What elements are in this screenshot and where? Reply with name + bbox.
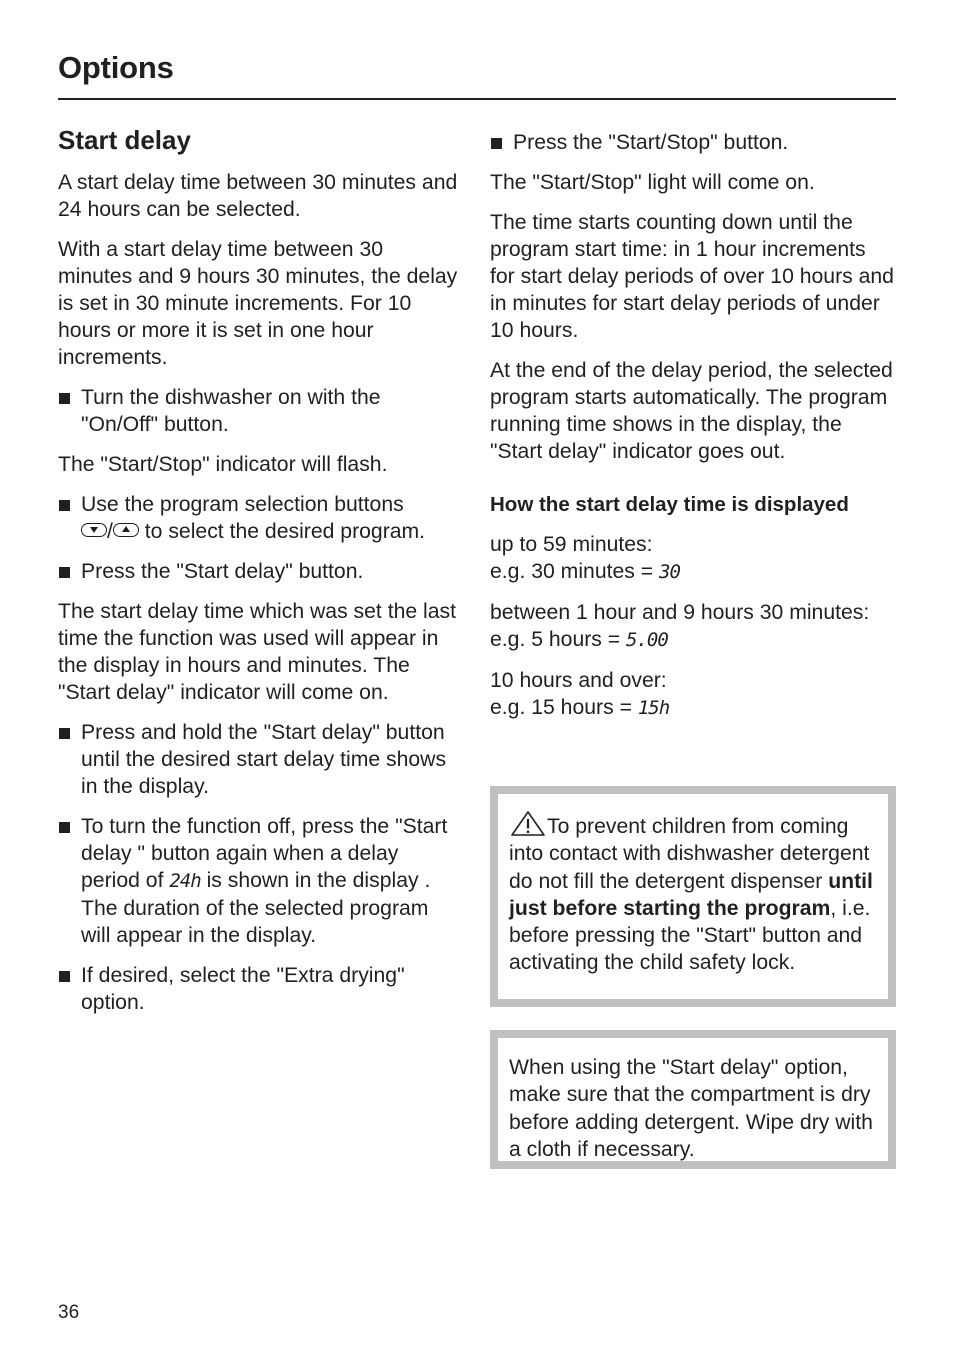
example-text: e.g. 5 hours = (490, 628, 621, 651)
title-divider (58, 98, 896, 100)
bullet-square-icon (59, 822, 70, 833)
step-text: To turn the function off, press the "Start delay " button again when a delay period of (81, 815, 448, 892)
display-readout: 15h (637, 697, 670, 719)
step-text-continued: to select the desired program. (144, 520, 426, 543)
step-press-start-delay (58, 558, 462, 585)
warning-text: To prevent children from coming into contact with dishwasher detergent do not fill the detergent dispenser (509, 815, 870, 893)
down-arrow-key-icon (81, 523, 107, 537)
display-readout: 24h (169, 870, 201, 892)
warning-emphasis: until just before starting the program (509, 869, 873, 920)
increments-paragraph: With a start delay time between 30 minutes and 9 hours 30 minutes, the delay is set in 30 minute increments. For 10 hours or more it is set in one hour increments. (58, 238, 458, 369)
bullet-square-icon (491, 138, 502, 149)
indicator-paragraph: The "Start/Stop" indicator will flash. (58, 453, 388, 476)
warning-triangle-icon (509, 810, 547, 837)
up-arrow-key-icon (113, 523, 139, 537)
example-label: 10 hours and over: (490, 669, 667, 692)
step-text: If desired, select the "Extra drying" option. (81, 964, 405, 1014)
end-of-delay-paragraph: At the end of the delay period, the selected program starts automatically. The program running time shows in the display, the "Start delay" indicator goes out. (490, 359, 893, 463)
note-box (490, 1030, 896, 1169)
bullet-square-icon (59, 728, 70, 739)
light-paragraph: The "Start/Stop" light will come on. (490, 171, 815, 194)
right-column (490, 129, 896, 735)
page-title: Options (58, 50, 174, 85)
bullet-square-icon (59, 971, 70, 982)
bullet-square-icon (59, 500, 70, 511)
last-time-paragraph: The start delay time which was set the last time the function was used will appear in the display in hours and minutes. The "Start delay" indicator will come on. (58, 600, 457, 704)
step-extra-drying (58, 962, 462, 1016)
section-title: Start delay (58, 125, 191, 155)
example-hours (490, 599, 896, 654)
display-readout: 5.00 (626, 629, 668, 651)
example-label: between 1 hour and 9 hours 30 minutes: (490, 601, 870, 624)
example-label: up to 59 minutes: (490, 533, 653, 556)
step-text: Press and hold the "Start delay" button until the desired start delay time shows in the display. (81, 721, 447, 798)
example-text: e.g. 15 hours = (490, 696, 632, 719)
bullet-square-icon (59, 393, 70, 404)
step-text: Press the "Start/Stop" button. (513, 131, 789, 154)
left-column (58, 124, 462, 1029)
step-text-continued: is shown in the display . (206, 869, 431, 892)
step-press-hold (58, 719, 462, 800)
warning-text-continued: , i.e. before pressing the "Start" button and activating the child safety lock. (509, 896, 871, 975)
display-readout: 30 (659, 561, 680, 583)
page-number: 36 (58, 1302, 80, 1323)
step-turn-off (58, 813, 462, 949)
step-press-start-stop (490, 129, 896, 156)
example-minutes (490, 531, 896, 586)
warning-box (490, 786, 896, 1007)
countdown-paragraph: The time starts counting down until the program start time: in 1 hour increments for start delay periods of over 10 hours and in minutes for start delay periods of under 10 hours. (490, 211, 894, 342)
display-subheading: How the start delay time is displayed (490, 493, 849, 516)
step-text: Use the program selection buttons (81, 493, 404, 516)
example-text: e.g. 30 minutes = (490, 560, 654, 583)
step-text: Press the "Start delay" button. (81, 560, 364, 583)
step-text-line2: The duration of the selected program will appear in the display. (81, 897, 429, 947)
step-text: Turn the dishwasher on with the "On/Off" button. (81, 386, 381, 436)
intro-paragraph: A start delay time between 30 minutes and 24 hours can be selected. (58, 171, 458, 221)
bullet-square-icon (59, 567, 70, 578)
example-over-10-hours (490, 667, 896, 722)
step-select-program: Use the program selection buttons / to select the desired program. (58, 491, 462, 545)
note-text: When using the "Start delay" option, make sure that the compartment is dry before adding detergent. Wipe dry with a cloth if necessary. (509, 1056, 873, 1161)
step-turn-on (58, 384, 462, 438)
